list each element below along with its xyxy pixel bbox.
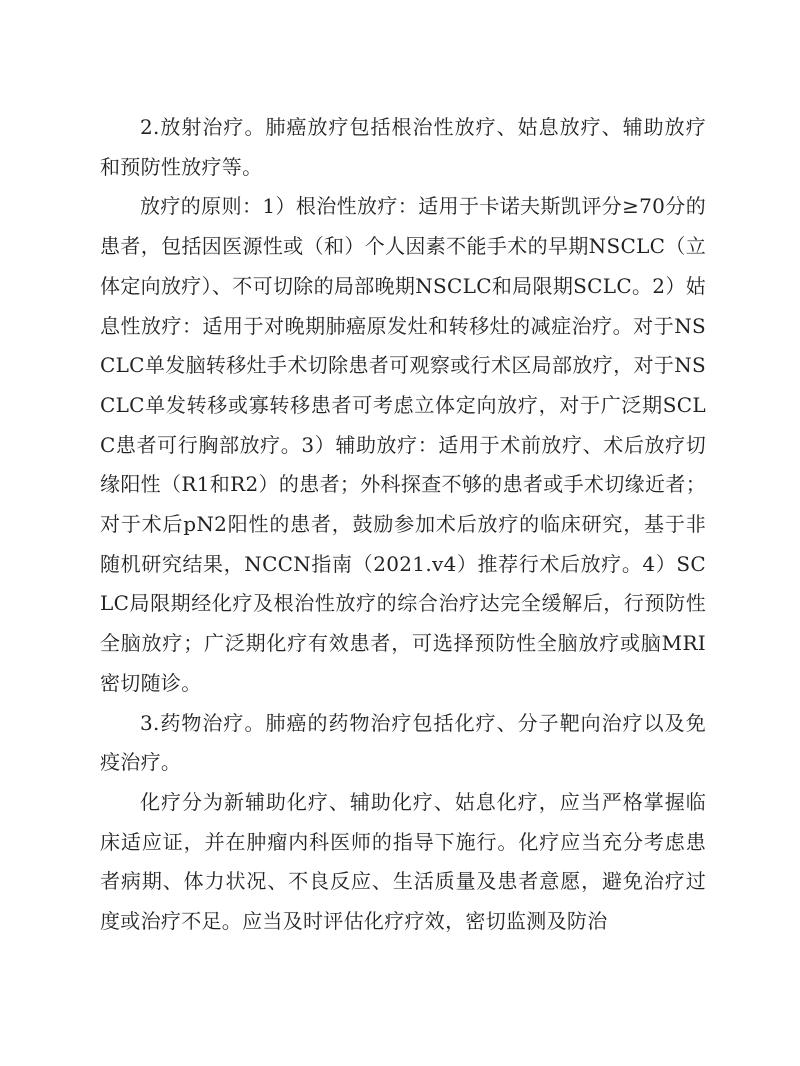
paragraph-radiotherapy-intro: 2.放射治疗。肺癌放疗包括根治性放疗、姑息放疗、辅助放疗和预防性放疗等。: [100, 115, 706, 179]
paragraph-drug-therapy-intro: 3.药物治疗。肺癌的药物治疗包括化疗、分子靶向治疗以及免疫治疗。: [100, 710, 706, 775]
document-body: [100, 108, 706, 942]
paragraph-radiotherapy-principles: 放疗的原则：1）根治性放疗：适用于卡诺夫斯凯评分≥70分的患者，包括因医源性或（和）个人因素不能手术的早期NSCLC（立体定向放疗）、不可切除的局部晚期NSCLC和局限期SCLC。2）姑息性放疗：适用于对晚期肺癌原发灶和转移灶的减症治疗。对于NSCLC单发脑转移灶手术切除患者可观察或行术区局部放疗，对于NSCLC单发转移或寡转移患者可考虑立体定向放疗，对于广泛期SCLC患者可行胸部放疗。3）辅助放疗：适用于术前放疗、术后放疗切缘阳性（R1和R2）的患者；外科探查不够的患者或手术切缘近者；对于术后pN2阳性的患者，鼓励参加术后放疗的临床研究，基于非随机研究结果，NCCN指南（2021.v4）推荐行术后放疗。4）SCLC局限期经化疗及根治性放疗的综合治疗达完全缓解后，行预防性全脑放疗；广泛期化疗有效患者，可选择预防性全脑放疗或脑MRI密切随诊。: [100, 194, 706, 695]
paragraph-chemotherapy: 化疗分为新辅助化疗、辅助化疗、姑息化疗，应当严格掌握临床适应证，并在肿瘤内科医师的指导下施行。化疗应当充分考虑患者病期、体力状况、不良反应、生活质量及患者意愿，避免治疗过度或治疗不足。应当及时评估化疗疗效，密切监测及防治: [100, 789, 706, 934]
